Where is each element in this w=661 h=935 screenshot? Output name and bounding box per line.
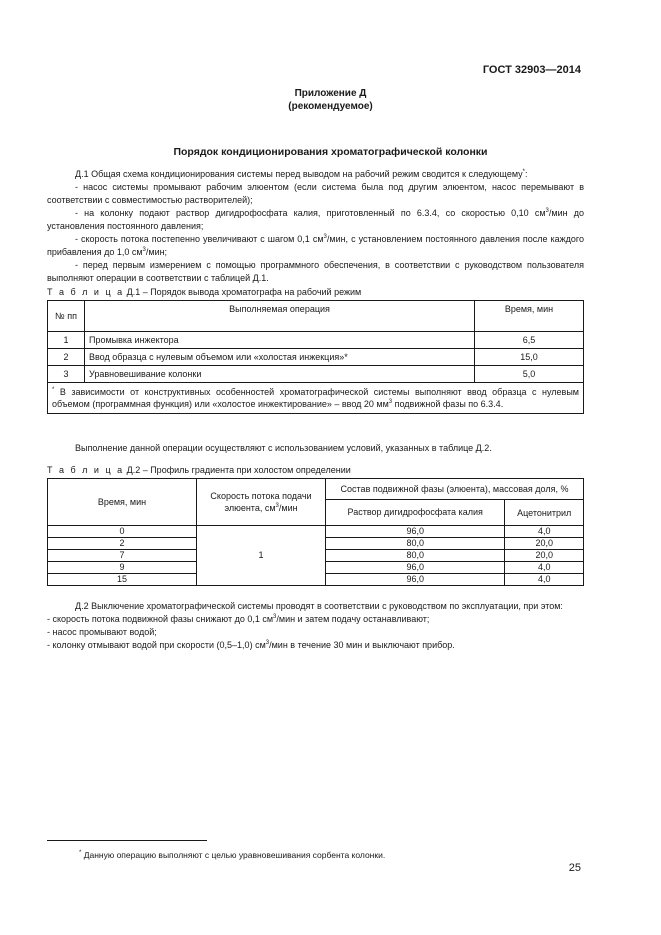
table-cell: 3: [48, 366, 85, 383]
table-cell: Промывка инжектора: [85, 332, 475, 349]
table1-header-operation: Выполняемая операция: [85, 301, 475, 332]
table-1: [47, 300, 584, 414]
table-row: [48, 349, 584, 366]
table-cell: 80,0: [326, 550, 505, 562]
footnote-separator: [47, 840, 207, 841]
d1-intro: Д.1 Общая схема кондиционирования системы перед выводом на рабочий режим сводится к следующему*:: [75, 169, 528, 179]
table-cell: 1: [48, 332, 85, 349]
d2-bullet-2: - насос промывают водой;: [47, 627, 157, 637]
table1-header-time: Время, мин: [475, 301, 584, 332]
footnote: * Данную операцию выполняют с целью уравновешивания сорбента колонки.: [79, 850, 386, 860]
table2-flow-value: 1: [197, 526, 326, 586]
table2-caption: Т а б л и ц а Д.2 – Профиль градиента при холостом определении: [47, 465, 351, 475]
table1-note: * В зависимости от конструктивных особенностей хроматографической системы выполняют ввод образца с нулевым объемом (программная функция) или «холостое инжектирование» – ввод 20 $мм^3$ подвижной фазы по 6.3.4.: [48, 383, 584, 414]
d1-section: [47, 168, 584, 285]
table-cell: 20,0: [505, 538, 584, 550]
appendix-title: Приложение Д: [294, 88, 367, 99]
table-cell: 2: [48, 538, 197, 550]
table2-header-composition: Состав подвижной фазы (элюента), массовая доля, %: [326, 479, 584, 500]
table-cell: 9: [48, 562, 197, 574]
table-cell: 80,0: [326, 538, 505, 550]
appendix-subtitle: (рекомендуемое): [288, 101, 373, 112]
table-cell: 4,0: [505, 526, 584, 538]
table1-header-row: [48, 301, 584, 332]
table-cell: 20,0: [505, 550, 584, 562]
table-cell: 96,0: [326, 526, 505, 538]
table-row: [48, 332, 584, 349]
table2-header-solution: Раствор дигидрофосфата калия: [326, 500, 505, 526]
d1-bullet-3: - скорость потока постепенно увеличивают с шагом 0,1 $см^3$/мин, с установлением постоянного давления после каждого прибавления до 1,0 $см^3$/мин;: [47, 234, 585, 257]
table-cell: 7: [48, 550, 197, 562]
table-cell: 5,0: [475, 366, 584, 383]
table-2: [47, 478, 584, 586]
table-cell: 6,5: [475, 332, 584, 349]
document-header: ГОСТ 32903—2014: [482, 64, 581, 76]
table-cell: Уравновешивание колонки: [85, 366, 475, 383]
table-cell: 4,0: [505, 562, 584, 574]
table-row: [48, 366, 584, 383]
table1-note-row: [48, 383, 584, 414]
table-cell: 15,0: [475, 349, 584, 366]
table1-header-num: № пп: [48, 301, 85, 332]
table-cell: 2: [48, 349, 85, 366]
d2-intro: Д.2 Выключение хроматографической системы проводят в соответствии с руководством по эксплуатации, при этом:: [75, 601, 563, 611]
between-text: Выполнение данной операции осуществляют с использованием условий, указанных в таблице Д.2.: [75, 443, 492, 453]
d1-bullet-1: - насос системы промывают рабочим элюентом (если система была под другим элюентом, насос перемывают в соответствии с совместимостью растворителей);: [47, 182, 584, 205]
table1-caption: Т а б л и ц а Д.1 – Порядок вывода хроматографа на рабочий режим: [47, 287, 362, 297]
page-number: 25: [568, 862, 581, 874]
table-cell: 96,0: [326, 562, 505, 574]
d1-bullet-4: - перед первым измерением с помощью программного обеспечения, в соответствии с руководством пользователя выполняют операции в соответствии с таблицей Д.1.: [47, 260, 584, 283]
table2-header-time: Время, мин: [48, 479, 197, 526]
table-cell: Ввод образца с нулевым объемом или «холостая инжекция»*: [85, 349, 475, 366]
table-cell: 0: [48, 526, 197, 538]
d2-section: [47, 600, 584, 652]
table-row: [48, 526, 584, 538]
table2-header-row-1: [48, 479, 584, 500]
d2-bullet-3: - колонку отмывают водой при скорости (0,5–1,0) $см^3$/мин в течение 30 мин и выключают прибор.: [47, 640, 455, 650]
section-title: Порядок кондиционирования хроматографической колонки: [173, 146, 488, 158]
table2-header-acetonitrile: Ацетонитрил: [505, 500, 584, 526]
table-cell: 4,0: [505, 574, 584, 586]
d1-bullet-2: - на колонку подают раствор дигидрофосфата калия, приготовленный по 6.3.4, со скоростью 0,10 $см^3$/мин до установления постоянного давления;: [47, 208, 584, 231]
table-cell: 15: [48, 574, 197, 586]
table-cell: 96,0: [326, 574, 505, 586]
d2-bullet-1: - скорость потока подвижной фазы снижают до 0,1 $см^3$/мин и затем подачу останавливают;: [47, 614, 430, 624]
table2-header-flow: Скорость потока подачи элюента, $см^3$/мин: [197, 479, 326, 526]
